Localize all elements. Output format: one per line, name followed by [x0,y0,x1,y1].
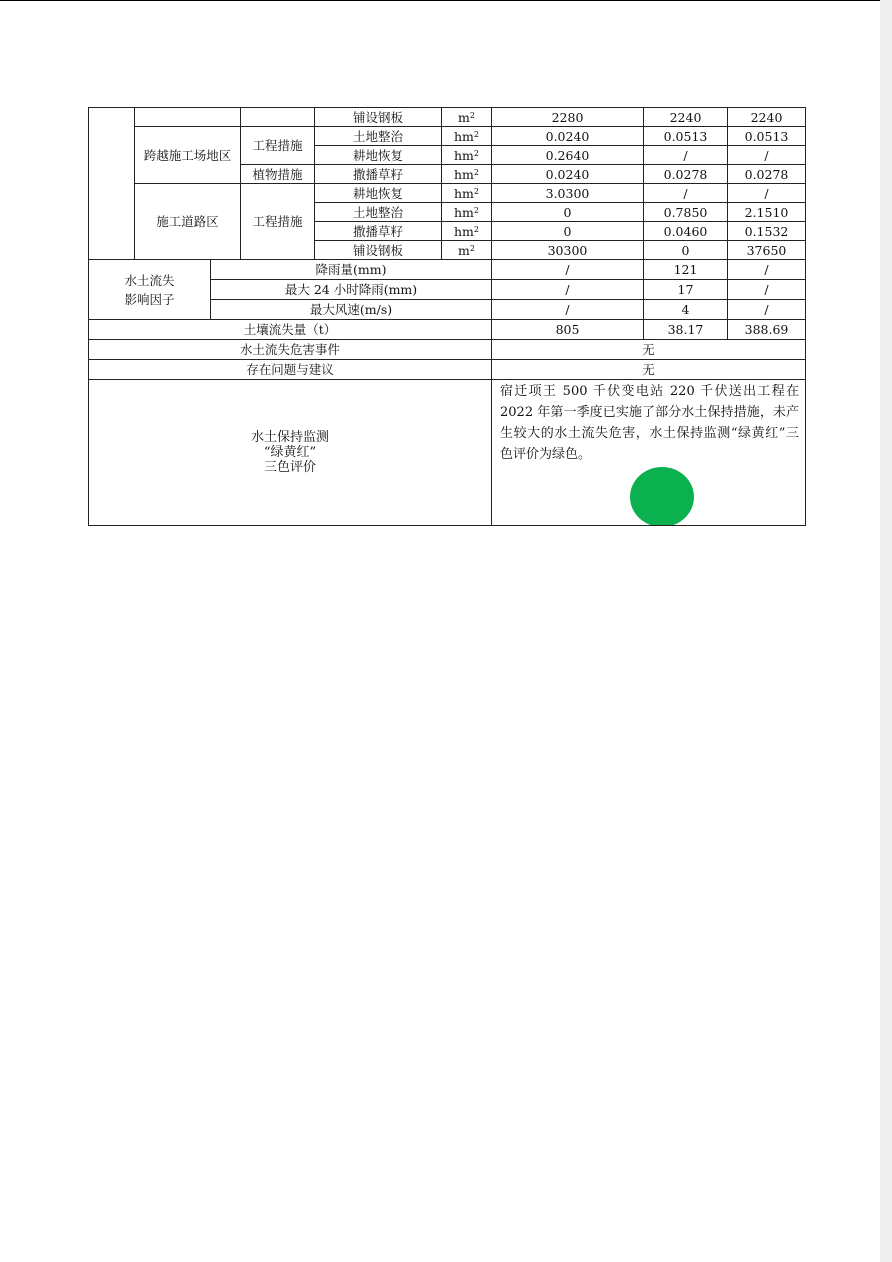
cumulative-value: / [728,300,806,320]
issues-label: 存在问题与建议 [89,360,492,380]
design-value: 0 [492,222,644,241]
cumulative-value: 2.1510 [728,203,806,222]
quarter-value: 4 [644,300,728,320]
table-row [89,340,806,360]
evaluation-indicator [492,465,805,525]
quarter-value: 121 [644,260,728,280]
page-edge-shade [880,0,892,1262]
unit-cell: $hm^2$ [442,146,492,165]
measure-item: 铺设钢板 [315,108,442,127]
measure-item: 撒播草籽 [315,222,442,241]
design-value: 30300 [492,241,644,260]
hazard-value: 无 [492,340,806,360]
evaluation-label-line: “绿黄红” [263,445,317,460]
design-value: 3.0300 [492,184,644,203]
design-value: / [492,260,644,280]
table-row [89,360,806,380]
cumulative-value: 37650 [728,241,806,260]
quarter-value: / [644,184,728,203]
quarter-value: 0.0513 [644,127,728,146]
green-status-dot [630,467,694,526]
design-value: 0 [492,203,644,222]
quarter-value: / [644,146,728,165]
cumulative-value: 0.0278 [728,165,806,184]
cumulative-value: 2240 [728,108,806,127]
measure-item: 耕地恢复 [315,146,442,165]
soil-loss-label: 土壤流失量（t） [89,320,492,340]
table-row [89,320,806,340]
evaluation-label [89,380,492,526]
table-row [89,184,806,203]
quarter-value: 0 [644,241,728,260]
measure-item: 土地整治 [315,203,442,222]
area-name: 跨越施工场地区 [135,127,241,184]
category-blank-cell [89,108,135,260]
page-top-rule [0,0,892,1]
cumulative-value: 0.1532 [728,222,806,241]
monitoring-table [88,107,806,526]
design-value: / [492,280,644,300]
factor-name: 降雨量(mm) [211,260,492,280]
unit-cell: $hm^2$ [442,222,492,241]
evaluation-label-line: 水土保持监测 [250,430,329,445]
unit-cell: $m^2$ [442,108,492,127]
factors-label [89,260,211,320]
issues-value: 无 [492,360,806,380]
area-name: 施工道路区 [135,184,241,260]
measure-item: 耕地恢复 [315,184,442,203]
measure-item: 铺设钢板 [315,241,442,260]
quarter-value: 0.0460 [644,222,728,241]
hazard-label: 水土流失危害事件 [89,340,492,360]
measure-item: 撒播草籽 [315,165,442,184]
design-value: 0.2640 [492,146,644,165]
cumulative-value: 388.69 [728,320,806,340]
evaluation-label-line: 三色评价 [263,460,316,475]
table-row [89,260,806,280]
table-row [89,127,806,146]
cumulative-value: / [728,184,806,203]
blank-cell [241,108,315,127]
cumulative-value: / [728,280,806,300]
unit-cell: $hm^2$ [442,165,492,184]
measure-item: 土地整治 [315,127,442,146]
cumulative-value: 0.0513 [728,127,806,146]
quarter-value: 0.0278 [644,165,728,184]
factors-label-line: 水土流失 [124,272,175,288]
design-value: 0.0240 [492,165,644,184]
quarter-value: 38.17 [644,320,728,340]
unit-cell: $m^2$ [442,241,492,260]
measure-type: 植物措施 [241,165,315,184]
unit-cell: $hm^2$ [442,184,492,203]
cumulative-value: / [728,146,806,165]
measure-type: 工程措施 [241,127,315,165]
factor-name: 最大 24 小时降雨(mm) [211,280,492,300]
factors-label-line: 影响因子 [124,291,175,307]
table-row [89,380,806,526]
quarter-value: 17 [644,280,728,300]
design-value: 805 [492,320,644,340]
unit-cell: $hm^2$ [442,203,492,222]
design-value: / [492,300,644,320]
evaluation-text: 宿迁项王 500 千伏变电站 220 千伏送出工程在 2022 年第一季度已实施了部分水土保持措施，未产生较大的水土流失危害，水土保持监测“绿黄红”三色评价为绿色。 [500,384,799,462]
measure-type: 工程措施 [241,184,315,260]
blank-cell [135,108,241,127]
design-value: 0.0240 [492,127,644,146]
unit-cell: $hm^2$ [442,127,492,146]
evaluation-cell [492,380,806,526]
factor-name: 最大风速(m/s) [211,300,492,320]
quarter-value: 0.7850 [644,203,728,222]
cumulative-value: / [728,260,806,280]
design-value: 2280 [492,108,644,127]
table-row [89,108,806,127]
quarter-value: 2240 [644,108,728,127]
